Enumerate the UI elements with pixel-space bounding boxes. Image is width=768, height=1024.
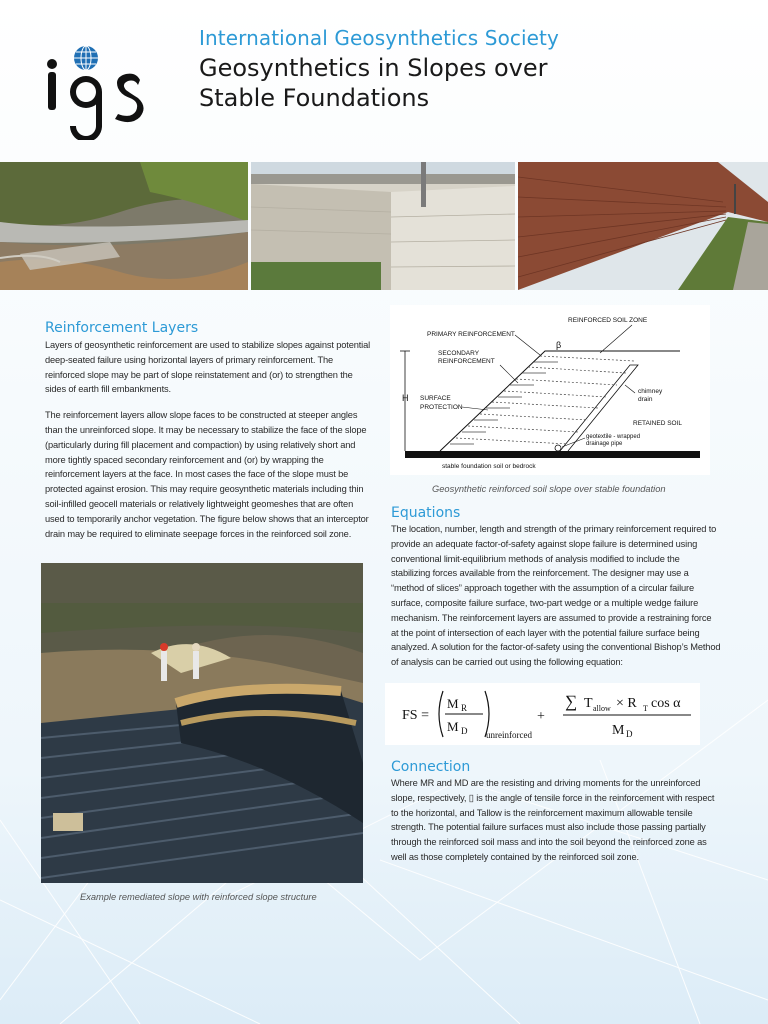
section-heading-reinforcement: Reinforcement Layers (45, 320, 199, 336)
photo-mountain-slope (0, 162, 248, 290)
label-secondary-2: REINFORCEMENT (438, 358, 495, 365)
label-h: H (402, 393, 409, 403)
page-header (0, 0, 768, 160)
eq-md: M (447, 719, 459, 734)
photo-block-wall (251, 162, 515, 290)
eq-plus: + (537, 709, 545, 724)
label-reinforced-soil-zone: REINFORCED SOIL ZONE (568, 317, 648, 324)
label-foundation: stable foundation soil or bedrock (442, 463, 536, 470)
photo-strip (0, 162, 768, 290)
equations-paragraph: The location, number, length and strength of the primary reinforcement required to provide an adequate factor-of-safety against slope failure is determined using conventional limit-equilibrium methods of analysis modified to include the stabilizing forces available from the reinforcement. The designer may use a “method of slices” approach together with the assumption of a circular failure surface, composite failure surface, two-part wedge or a multiple wedge failure mechanism. The reinforcement layers are assumed to provide a restraining force at the point of intersection of each layer with the potential failure surface being analyzed. A solution for the factor-of-safety using the conventional Bishop’s Method of analysis can be carried out using the following equation: (391, 524, 721, 668)
title-line-1: Geosynthetics in Slopes over (199, 54, 548, 82)
reinforced-slope-diagram (390, 305, 710, 475)
label-chimney-2: drain (638, 396, 653, 403)
eq-rt-sub: T (643, 704, 648, 713)
connection-section (391, 759, 721, 865)
label-beta: β (556, 340, 562, 350)
label-primary-reinforcement: PRIMARY REINFORCEMENT (427, 331, 515, 338)
reinforcement-paragraph-2: The reinforcement layers allow slope faces to be constructed at steeper angles than the unreinforced slope. It may be necessary to stabilize the face of the slope (particularly during fill placement and compaction) by using relatively short and more tightly spaced secondary reinforcement and (or) by wrapping the reinforcement layers at the face. In most cases the face of the slope must be protected against erosion. This may require geosynthetic materials including thin soil-infilled geocell materials or relatively lightweight geomeshes that are often used to temporarily anchor vegetation. The figure below shows that an interceptor drain may be required to eliminate seepage forces in the reinforced soil zone. (45, 410, 369, 539)
connection-paragraph: Where MR and MD are the resisting and driving moments for the unreinforced slope, respectively, ▯ is the angle of tensile force in the reinforcement with respect to the horizontal, and Tallow is the reinforcement maximum allowable tensile strength. The potential failure surfaces must also include those passing partially through the reinforced soil mass and into the soil beyond the reinforced zone as well as those completely contained by the reinforced soil zone. (391, 778, 715, 862)
eq-sum: ∑ (565, 692, 578, 711)
diagram-caption: Geosynthetic reinforced soil slope over stable foundation (432, 484, 666, 494)
eq-times-r: × R (616, 696, 637, 711)
eq-denominator-sub: D (626, 729, 633, 739)
label-chimney-1: chimney (638, 388, 663, 395)
remediated-slope-photo (41, 563, 363, 883)
label-geotextile-1: geotextile - wrapped (586, 434, 641, 440)
eq-t: T (584, 696, 593, 711)
title-line-2: Stable Foundations (199, 84, 430, 112)
eq-mr-sub: R (461, 703, 468, 713)
photo-caption: Example remediated slope with reinforced slope structure (80, 892, 317, 902)
eq-unreinforced: unreinforced (486, 730, 532, 740)
reinforcement-layers-section (45, 320, 375, 541)
eq-cos: cos α (651, 696, 681, 711)
photo-brick-wall (518, 162, 768, 290)
igs-logo (40, 40, 150, 140)
label-surface-2: PROTECTION (420, 404, 463, 411)
label-geotextile-2: drainage pipe (586, 441, 623, 447)
eq-allow: allow (593, 704, 611, 713)
reinforcement-paragraph-1: Layers of geosynthetic reinforcement are used to stabilize slopes against potential deep-seated failure using horizontal layers of primary reinforcement. The reinforced slope may be part of slope reinstatement and (or) to strengthen the sides of earth fill embankments. (45, 340, 371, 395)
page-title (199, 53, 619, 113)
label-retained-soil: RETAINED SOIL (633, 420, 683, 427)
eq-denominator: M (612, 723, 625, 738)
label-surface-1: SURFACE (420, 395, 451, 402)
label-secondary-1: SECONDARY (438, 350, 480, 357)
eq-md-sub: D (461, 726, 468, 736)
eq-fs: FS = (402, 708, 429, 723)
organization-name: International Geosynthetics Society (199, 26, 559, 50)
factor-of-safety-equation (385, 683, 700, 745)
section-heading-equations: Equations (391, 505, 461, 521)
section-heading-connection: Connection (391, 759, 471, 775)
eq-mr: M (447, 696, 459, 711)
equations-section (391, 505, 721, 670)
